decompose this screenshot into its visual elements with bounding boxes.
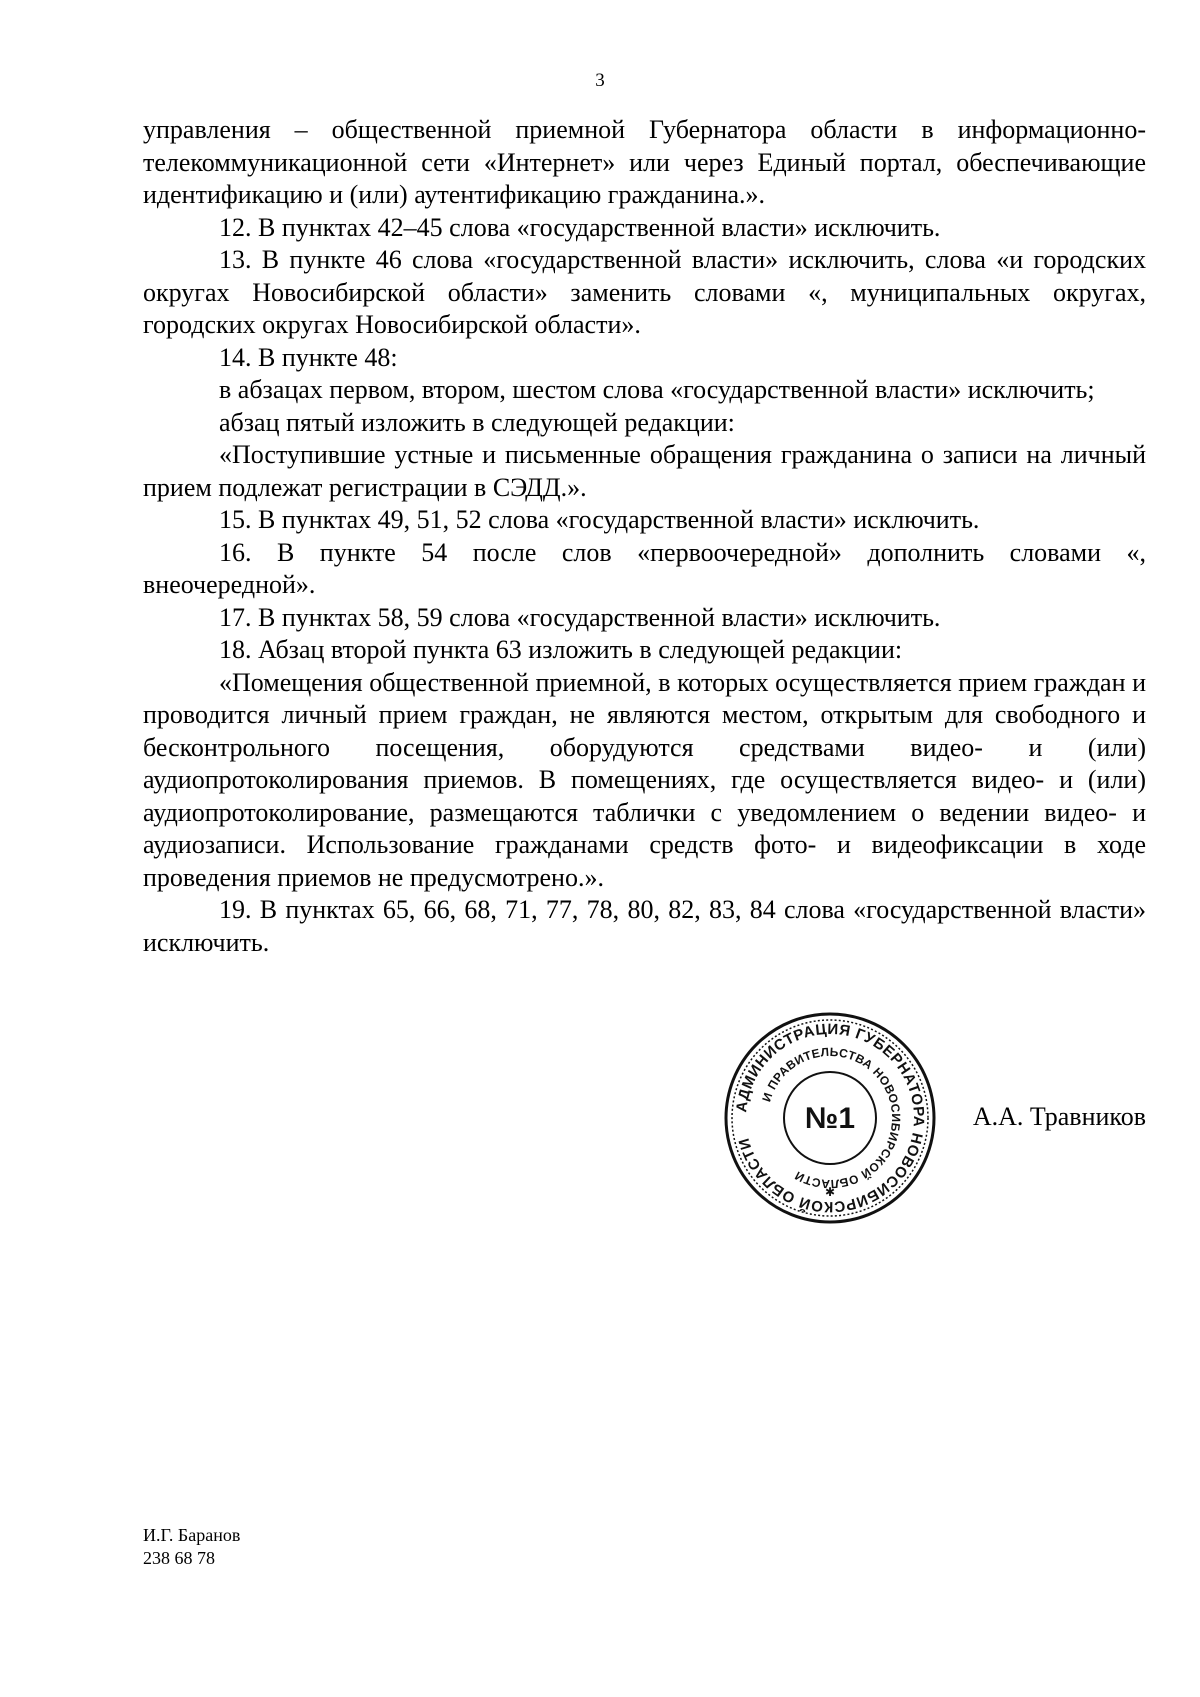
paragraph: 18. Абзац второй пункта 63 изложить в следующей редакции:: [219, 635, 903, 664]
paragraph: в абзацах первом, втором, шестом слова «государственной власти» исключить;: [219, 375, 1095, 404]
page-number: 3: [595, 70, 605, 91]
document-body: [143, 114, 1146, 959]
official-seal-stamp: [720, 1008, 940, 1228]
stamp-outer-text: АДМИНИСТРАЦИЯ ГУБЕРНАТОРА НОВОСИБИРСКОЙ ОБЛАСТИ: [733, 1020, 928, 1216]
paragraph: 17. В пунктах 58, 59 слова «государственной власти» исключить.: [219, 602, 941, 632]
paragraph: «Поступившие устные и письменные обращения гражданина о записи на личный прием подлежат регистрации в СЭДД.».: [143, 440, 1146, 502]
paragraph: 12. В пунктах 42–45 слова «государственной власти» исключить.: [219, 212, 941, 242]
stamp-center-number: №1: [804, 1102, 856, 1135]
signature-block: [720, 1008, 1146, 1238]
paragraph: «Помещения общественной приемной, в которых осуществляется прием граждан и проводится личный прием граждан, не являются местом, открытым для свободного и бесконтрольного посещения, оборудуются средствами видео- и (или) аудиопротоколирования приемов. В помещениях, где осуществляется видео- и (или) аудиопротоколирование, размещаются таблички с уведомлением о ведении видео- и аудиозаписи. Использование гражданами средств фото- и видеофиксации в ходе проведения приемов не предусмотрено.».: [143, 667, 1146, 892]
executor-info: [143, 1524, 240, 1570]
paragraph: 19. В пунктах 65, 66, 68, 71, 77, 78, 80, 82, 83, 84 слова «государственной власти» исключить.: [143, 895, 1146, 957]
paragraph: 15. В пунктах 49, 51, 52 слова «государственной власти» исключить.: [219, 505, 980, 534]
executor-name: И.Г. Баранов: [143, 1525, 241, 1545]
paragraph: абзац пятый изложить в следующей редакции:: [219, 407, 735, 437]
paragraph: 14. В пункте 48:: [219, 342, 398, 372]
executor-phone: 238 68 78: [143, 1548, 215, 1568]
paragraph: 13. В пункте 46 слова «государственной власти» исключить, слова «и городских округах Новосибирской области» заменить словами «, муниципальных округах, городских округах Новосибирской области».: [143, 245, 1146, 339]
paragraph: управления – общественной приемной Губернатора области в информационно-телекоммуникационной сети «Интернет» или через Единый портал, обеспечивающие идентификацию и (или) аутентификацию гражданина.».: [143, 115, 1146, 209]
stamp-inner-text: И ПРАВИТЕЛЬСТВА НОВОСИБИРСКОЙ ОБЛАСТИ: [759, 1044, 904, 1192]
star-icon: ✱: [824, 1185, 836, 1199]
signer-name: А.А. Травников: [972, 1102, 1146, 1131]
paragraph: 16. В пункте 54 после слов «первоочередной» дополнить словами «, внеочередной».: [143, 537, 1146, 599]
